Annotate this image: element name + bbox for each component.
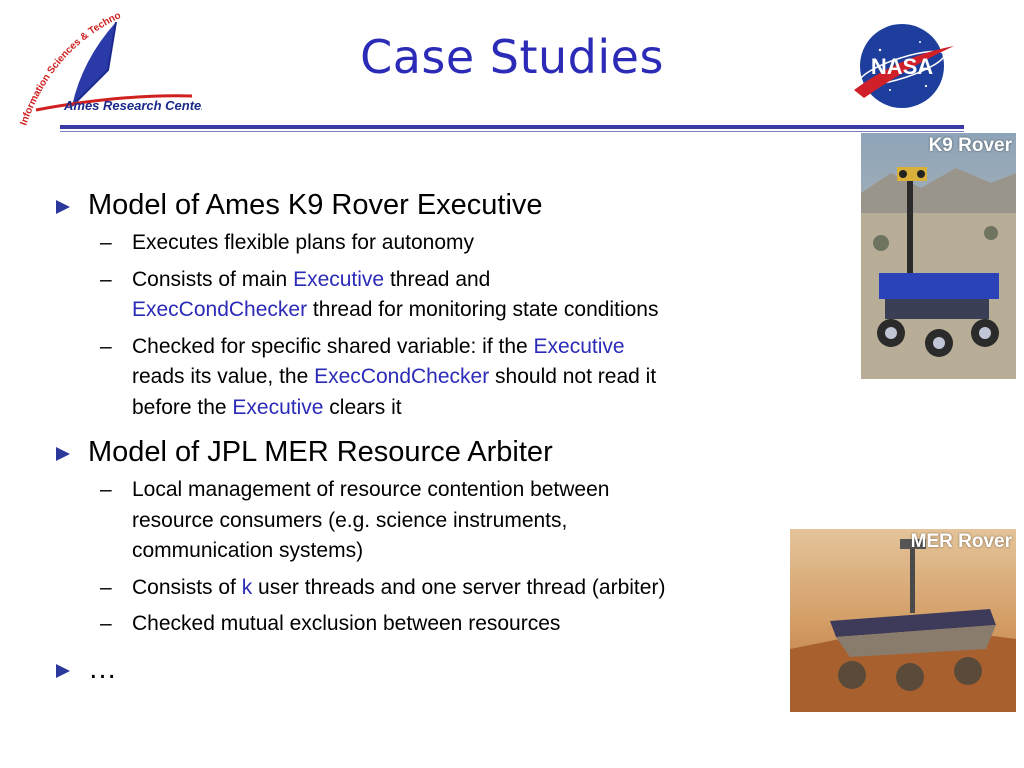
sub-bullet-text: Consists of main xyxy=(132,267,294,291)
ames-logo-arc-text: Information Sciences & Techno xyxy=(18,10,123,127)
nasa-meatball-icon xyxy=(850,16,960,116)
k9-rover-label: K9 Rover xyxy=(928,135,1012,156)
k9-rover-image xyxy=(861,133,1016,379)
sub-bullet-text: Checked for specific shared variable: if the xyxy=(132,334,534,358)
nasa-logo xyxy=(850,16,960,116)
highlight-term: ExecCondChecker xyxy=(314,365,490,388)
sub-bullet xyxy=(52,609,792,640)
mer-rover-image xyxy=(790,529,1016,712)
sub-bullet-text: thread and xyxy=(384,267,491,291)
highlight-term: k xyxy=(241,575,253,599)
sub-bullet xyxy=(52,475,792,567)
sub-bullet xyxy=(52,265,792,326)
k9-rover-photo xyxy=(861,133,1016,379)
sub-bullet-text: reads its value, the xyxy=(132,365,315,388)
highlight-term: Executive xyxy=(533,334,625,358)
slide-title: Case Studies xyxy=(360,30,664,84)
highlight-term: ExecCondChecker xyxy=(132,298,308,321)
sub-bullet xyxy=(52,228,792,259)
dash-marker: – xyxy=(100,334,112,358)
title-divider-thin xyxy=(60,131,964,132)
sub-bullet-text: before the xyxy=(132,395,233,419)
triangle-bullet-icon xyxy=(56,447,70,461)
triangle-bullet-icon xyxy=(56,664,70,678)
ames-logo-text: Ames Research Center xyxy=(64,98,202,113)
slide-content xyxy=(52,188,792,686)
bullet-text: Model of JPL MER Resource Arbiter xyxy=(88,436,553,468)
mer-rover-label: MER Rover xyxy=(910,531,1012,552)
bullet-k9-model xyxy=(52,188,792,222)
bullet-text: … xyxy=(88,652,117,685)
sub-bullet xyxy=(52,573,792,604)
highlight-term: Executive xyxy=(293,267,385,291)
dash-marker: – xyxy=(100,231,112,254)
dash-marker: – xyxy=(100,478,112,501)
triangle-bullet-icon xyxy=(56,200,70,214)
mer-rover-photo xyxy=(790,529,1016,712)
title-divider xyxy=(60,125,964,129)
dash-marker: – xyxy=(100,267,112,291)
dash-marker: – xyxy=(100,575,112,599)
bullet-mer-model xyxy=(52,435,792,469)
sub-bullet-text: Checked mutual exclusion between resources xyxy=(132,612,561,635)
sub-bullet-text: Executes flexible plans for autonomy xyxy=(132,231,475,254)
sub-bullet-text: Consists of xyxy=(132,575,242,599)
nasa-logo-text: NASA xyxy=(870,54,934,79)
sub-bullet-text: thread for monitoring state conditions xyxy=(307,298,659,321)
sub-bullet-text: should not read it xyxy=(489,365,657,388)
highlight-term: Executive xyxy=(232,395,324,419)
sub-bullet-text: communication systems) xyxy=(132,539,364,562)
sub-bullet xyxy=(52,332,792,424)
bullet-ellipsis xyxy=(52,652,792,686)
sub-bullet-text: resource consumers (e.g. science instruments, xyxy=(132,508,568,532)
dash-marker: – xyxy=(100,612,112,635)
sub-bullet-text: Local management of resource contention between xyxy=(132,478,610,501)
sub-bullet-text: clears it xyxy=(323,395,402,419)
bullet-text: Model of Ames K9 Rover Executive xyxy=(88,189,543,221)
sub-bullet-text: user threads and one server thread (arbiter) xyxy=(252,575,666,599)
